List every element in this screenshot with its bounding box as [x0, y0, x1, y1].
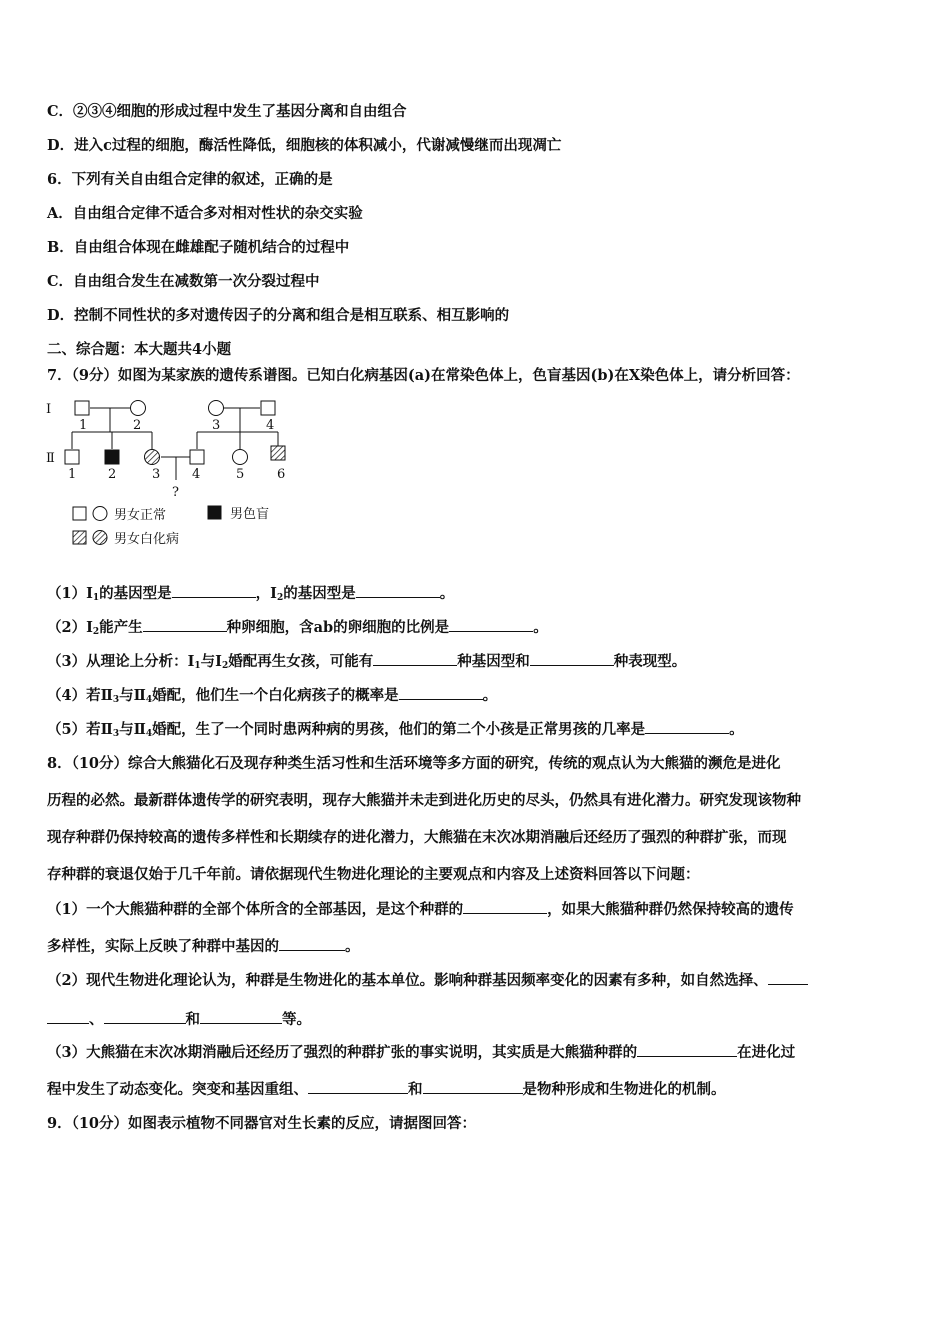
q8-line1: 8．（10分）综合大熊猫化石及现存种类生活习性和生活环境等多方面的研究，传统的观点认为大熊猫的濒危是进化	[47, 755, 781, 772]
pedigree-ii6-male-albino	[271, 446, 285, 460]
legend-albino-label: 男女白化病	[114, 532, 180, 547]
q8-sub2: （2）现代生物进化理论认为，种群是生物进化的基本单位。影响种群基因频率变化的因素有多种，如自然选择、	[47, 970, 808, 991]
pedigree-ii4-number: 4	[192, 467, 201, 482]
legend-normal-label: 男女正常	[114, 508, 167, 523]
q7-stem: 7．（9分）如图为某家族的遗传系谱图。已知白化病基因(a)在常染色体上，色盲基因(b)在X染色体上，请分析回答：	[47, 367, 800, 384]
q9-stem: 9．（10分）如图表示植物不同器官对生长素的反应，请据图回答：	[47, 1115, 477, 1132]
pedigree-ii1-number: 1	[68, 467, 77, 482]
pedigree-ii3-number: 3	[152, 467, 161, 482]
q8-sub1: （1）一个大熊猫种群的全部个体所含的全部基因，是这个种群的 ，如果大熊猫种群仍然保持较高的遗传	[47, 901, 794, 918]
q8-sub2-cont: 、 和 等。	[47, 1009, 311, 1030]
pedigree-ii5-number: 5	[236, 467, 245, 482]
section-title: 二、综合题：本大题共4小题	[47, 341, 232, 358]
legend-male-albino-symbol	[73, 531, 86, 544]
legend-colorblind-label: 男色盲	[230, 507, 270, 522]
q8-sub3: （3）大熊猫在末次冰期消融后还经历了强烈的种群扩张的事实说明，其实质是大熊猫种群的 在进化过	[47, 1044, 796, 1061]
pedigree-ii3-female-albino	[145, 450, 160, 465]
pedigree-ii6-number: 6	[277, 467, 286, 482]
answer-blank[interactable]	[449, 617, 533, 632]
q8-sub1-cont: 多样性，实际上反映了种群中基因的 。	[47, 938, 360, 955]
answer-blank[interactable]	[530, 651, 614, 666]
q8-line2: 历程的必然。最新群体遗传学的研究表明，现存大熊猫并未走到进化历史的尽头，仍然具有进化潜力。研究发现该物种	[47, 792, 801, 809]
q8-sub3-cont: 程中发生了动态变化。突变和基因重组、 和 是物种形成和生物进化的机制。	[47, 1081, 726, 1098]
answer-blank[interactable]	[373, 651, 457, 666]
pedigree-ii4-male-normal	[190, 450, 204, 464]
q7-sub3: （3）从理论上分析：$Ⅰ_1$与$Ⅰ_2$婚配再生女孩，可能有 种基因型和 种表现型。	[47, 653, 687, 671]
pedigree-i1-male-normal	[75, 401, 89, 415]
answer-blank[interactable]	[279, 936, 345, 951]
answer-blank[interactable]	[768, 970, 808, 985]
gen2-label: Ⅱ	[46, 451, 55, 466]
answer-blank[interactable]	[645, 719, 729, 734]
answer-blank[interactable]	[637, 1042, 737, 1057]
q7-sub5: （5）若$Ⅱ_3$与$Ⅱ_4$婚配，生了一个同时患两种病的男孩，他们的第二个小孩是正常男孩的几率是 。	[47, 721, 744, 739]
legend-female-albino-symbol	[93, 531, 107, 545]
pedigree-ii5-female-normal	[233, 450, 248, 465]
q6-option-b: B．自由组合体现在雌雄配子随机结合的过程中	[47, 239, 350, 256]
pedigree-i2-female-normal	[131, 401, 146, 416]
q7-sub4: （4）若$Ⅱ_3$与$Ⅱ_4$婚配，他们生一个白化病孩子的概率是 。	[47, 687, 498, 705]
pedigree-ii1-male-normal	[65, 450, 79, 464]
q8-line4: 存种群的衰退仅始于几千年前。请依据现代生物进化理论的主要观点和内容及上述资料回答以下问题：	[47, 866, 700, 883]
answer-blank[interactable]	[200, 1009, 282, 1024]
answer-blank[interactable]	[104, 1009, 186, 1024]
pedigree-ii2-number: 2	[108, 467, 117, 482]
answer-blank[interactable]	[172, 583, 256, 598]
answer-blank[interactable]	[356, 583, 440, 598]
q8-line3: 现存种群仍保持较高的遗传多样性和长期续存的进化潜力，大熊猫在末次冰期消融后还经历了强烈的种群扩张，而现	[47, 829, 787, 846]
answer-blank[interactable]	[423, 1079, 523, 1094]
pedigree-i2-number: 2	[133, 418, 142, 433]
legend-female-normal-symbol	[93, 507, 107, 521]
q5-option-d: D．进入c过程的细胞，酶活性降低，细胞核的体积减小，代谢减慢继而出现凋亡	[47, 137, 562, 154]
pedigree-ii2-male-colorblind	[105, 450, 119, 464]
q5-option-c: C．②③④细胞的形成过程中发生了基因分离和自由组合	[47, 103, 407, 120]
pedigree-lines	[72, 408, 278, 480]
answer-blank[interactable]	[308, 1079, 408, 1094]
pedigree-i3-female-normal	[209, 401, 224, 416]
legend-male-normal-symbol	[73, 507, 86, 520]
answer-blank[interactable]	[463, 899, 547, 914]
q6-stem: 6．下列有关自由组合定律的叙述，正确的是	[47, 171, 333, 188]
answer-blank[interactable]	[143, 617, 227, 632]
pedigree-chart	[44, 396, 284, 556]
q6-option-c: C．自由组合发生在减数第一次分裂过程中	[47, 273, 320, 290]
q7-sub1: $(1)Ⅰ_1$的基因型是 ，$Ⅰ_2$的基因型是 。	[47, 585, 455, 603]
answer-blank[interactable]	[399, 685, 483, 700]
pedigree-i4-male-normal	[261, 401, 275, 415]
legend-colorblind-symbol	[208, 506, 221, 519]
q6-option-a: A．自由组合定律不适合多对相对性状的杂交实验	[47, 205, 363, 222]
pedigree-i3-number: 3	[212, 418, 221, 433]
q7-sub2: $(2)Ⅰ_2$能产生 种卵细胞，含ab的卵细胞的比例是 。	[47, 619, 548, 637]
pedigree-unknown-child: ?	[172, 485, 179, 500]
q6-option-d: D．控制不同性状的多对遗传因子的分离和组合是相互联系、相互影响的	[47, 307, 510, 324]
pedigree-i4-number: 4	[266, 418, 275, 433]
gen1-label: Ⅰ	[46, 402, 52, 417]
pedigree-i1-number: 1	[79, 418, 88, 433]
answer-blank[interactable]	[47, 1009, 89, 1024]
